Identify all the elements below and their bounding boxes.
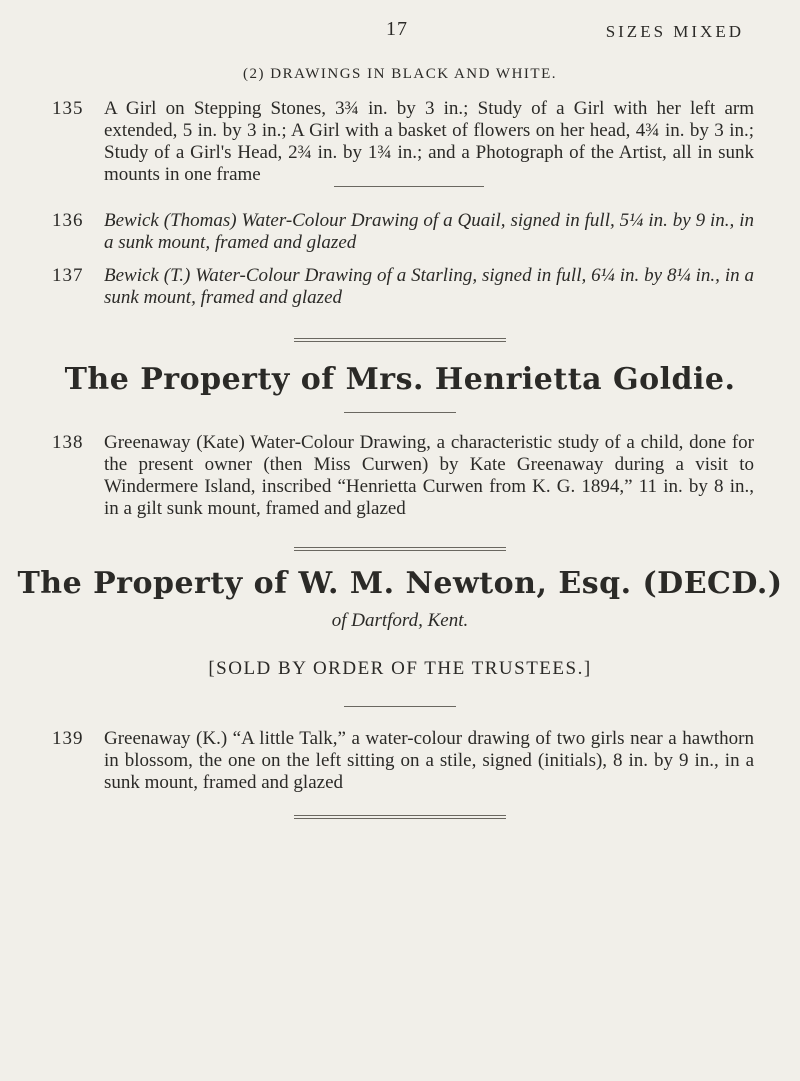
property-heading: The Property of Mrs. Henrietta Goldie. <box>64 362 736 397</box>
lot-number: 136 <box>52 210 84 231</box>
divider-rule <box>294 547 506 551</box>
sold-notice: [SOLD BY ORDER OF THE TRUSTEES.] <box>208 658 592 679</box>
divider-rule <box>344 412 456 413</box>
lot-description: A Girl on Stepping Stones, 3¾ in. by 3 in.; Study of a Girl with her left arm extended, 5 in. by 3 in.; A Girl with a basket of flowers on her head, 4¾ in. by 3 in.; Study of a Girl's Head, 2¾ in. by 1¾ in.; and a Photograph of the Artist, all in sunk mounts in one frame <box>104 98 754 185</box>
lot-number: 135 <box>52 98 84 119</box>
divider-rule <box>294 815 506 819</box>
lot-description: Bewick (T.) Water-Colour Drawing of a Starling, signed in full, 6¼ in. by 8¼ in., in a sunk mount, framed and glazed <box>104 265 754 308</box>
lot-number: 137 <box>52 265 84 286</box>
lot-description: Greenaway (K.) “A little Talk,” a water-colour drawing of two girls near a hawthorn in blossom, the one on the left sitting on a stile, signed (initials), 8 in. by 9 in., in a sunk mount, framed and glazed <box>104 728 754 793</box>
divider-rule <box>344 706 456 707</box>
lot-description: Bewick (Thomas) Water-Colour Drawing of a Quail, signed in full, 5¼ in. by 9 in., in a sunk mount, framed and glazed <box>104 210 754 253</box>
divider-rule <box>334 186 484 187</box>
running-title: SIZES MIXED <box>605 22 744 41</box>
lot-number: 139 <box>52 728 84 749</box>
divider-rule <box>294 338 506 342</box>
lot-description: Greenaway (Kate) Water-Colour Drawing, a characteristic study of a child, done for the present owner (then Miss Curwen) by Kate Greenaway during a visit to Windermere Island, inscribed “Henrietta Curwen from K. G. 1894,” 11 in. by 8 in., in a gilt sunk mount, framed and glazed <box>104 432 754 519</box>
section-heading: (2) DRAWINGS IN BLACK AND WHITE. <box>243 66 557 82</box>
page-number: 17 <box>386 18 408 40</box>
lot-number: 138 <box>52 432 84 453</box>
property-location: of Dartford, Kent. <box>331 610 469 631</box>
property-heading: The Property of W. M. Newton, Esq. (DECD.) <box>17 566 783 601</box>
